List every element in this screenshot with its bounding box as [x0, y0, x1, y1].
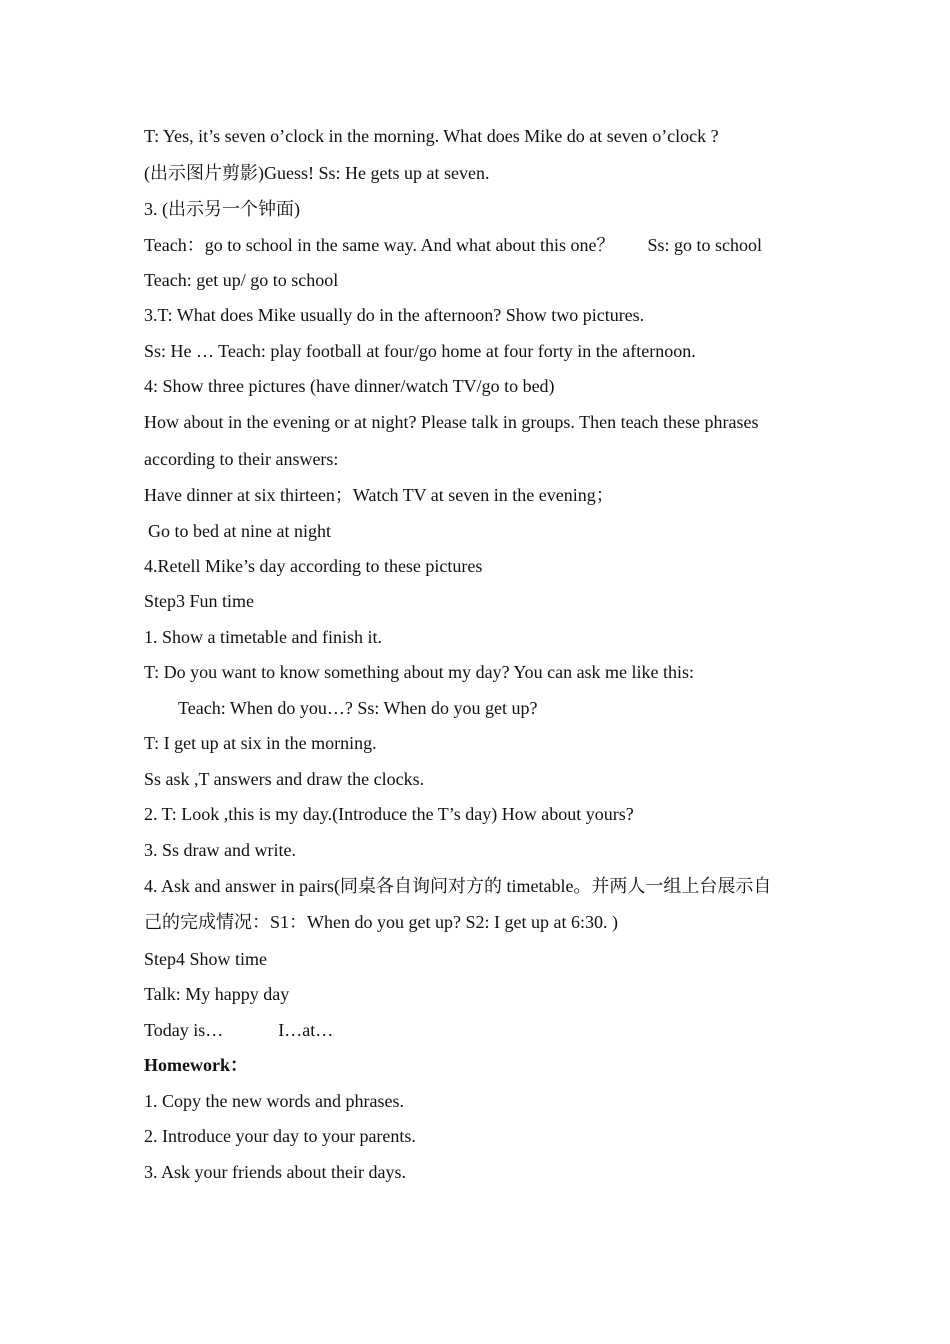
text-line: Ss ask ,T answers and draw the clocks. [144, 769, 425, 789]
text-line: Teach: When do you…? Ss: When do you get up? [178, 698, 538, 718]
text-line: 3.T: What does Mike usually do in the afternoon? Show two pictures. [144, 305, 645, 325]
text-line: according to their answers: [144, 449, 339, 469]
text-line: 3. Ss draw and write. [144, 840, 296, 860]
text-line: 1. Show a timetable and finish it. [144, 627, 382, 647]
text-segment: Ss: go to school [647, 235, 762, 255]
text-line: How about in the evening or at night? Please talk in groups. Then teach these phrases [144, 412, 759, 432]
text-line: Teach: get up/ go to school [144, 270, 339, 290]
text-line: Talk: My happy day [144, 984, 290, 1004]
text-line: (出示图片剪影)Guess! Ss: He gets up at seven. [144, 163, 490, 183]
text-line: Have dinner at six thirteen；Watch TV at seven in the evening； [144, 485, 614, 505]
text-line [144, 234, 824, 256]
text-line: T: Do you want to know something about my day? You can ask me like this: [144, 662, 695, 682]
homework-item: 3. Ask your friends about their days. [144, 1162, 406, 1182]
homework-heading: Homework： [144, 1055, 248, 1075]
text-line: 4: Show three pictures (have dinner/watch TV/go to bed) [144, 376, 555, 396]
text-line: 2. T: Look ,this is my day.(Introduce the T’s day) How about yours? [144, 804, 634, 824]
text-line: T: Yes, it’s seven o’clock in the morning. What does Mike do at seven o’clock ? [144, 126, 719, 146]
text-line: Go to bed at nine at night [148, 521, 331, 541]
text-segment: Today is… [144, 1020, 224, 1040]
text-segment: Teach：go to school in the same way. And what about this one？ [144, 235, 615, 255]
text-segment: I…at… [278, 1020, 334, 1040]
homework-item: 2. Introduce your day to your parents. [144, 1126, 416, 1146]
text-line: 4.Retell Mike’s day according to these pictures [144, 556, 483, 576]
homework-item: 1. Copy the new words and phrases. [144, 1091, 404, 1111]
text-line: Ss: He … Teach: play football at four/go home at four forty in the afternoon. [144, 341, 696, 361]
text-line [144, 1019, 824, 1041]
text-line: T: I get up at six in the morning. [144, 733, 377, 753]
text-line: 己的完成情况：S1：When do you get up? S2: I get up at 6:30. ) [144, 912, 618, 932]
text-line: 4. Ask and answer in pairs(同桌各自询问对方的 timetable。并两人一组上台展示自 [144, 876, 772, 896]
text-line: 3. (出示另一个钟面) [144, 199, 300, 219]
section-heading: Step3 Fun time [144, 591, 255, 611]
section-heading: Step4 Show time [144, 949, 268, 969]
